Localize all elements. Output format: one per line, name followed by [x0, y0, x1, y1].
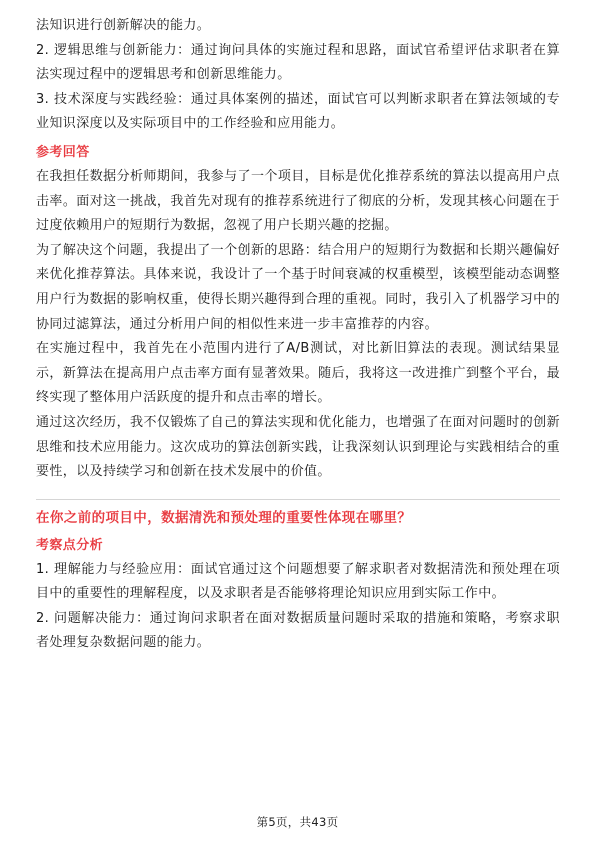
continued-text: 法知识进行创新解决的能力。 — [36, 18, 211, 33]
page-content — [36, 14, 560, 656]
reference-answer-heading: 参考回答 — [36, 144, 90, 160]
question-title: 在你之前的项目中，数据清洗和预处理的重要性体现在哪里？ — [36, 509, 412, 526]
answer-paragraph-3: 在实施过程中，我首先在小范围内进行了A/B测试，对比新旧算法的表现。测试结果显示，新算法在提高用户点击率方面有显著效果。随后，我将这一改进推广到整个平台，最终实现了整体用户活跃度的提升和点击率的增长。 — [36, 341, 560, 406]
analysis-heading: 考察点分析 — [36, 537, 104, 553]
page-number: 第5页，共43页 — [256, 815, 339, 829]
analysis-point-1: 1. 理解能力与经验应用：面试官通过这个问题想要了解求职者对数据清洗和预处理在项目中的重要性的理解程度，以及求职者是否能够将理论知识应用到实际工作中。 — [36, 561, 560, 602]
section-divider — [36, 499, 560, 500]
answer-paragraph-1: 在我担任数据分析师期间，我参与了一个项目，目标是优化推荐系统的算法以提高用户点击率。面对这一挑战，我首先对现有的推荐系统进行了彻底的分析，发现其核心问题在于过度依赖用户的短期行为数据，忽视了用户长期兴趣的挖掘。 — [36, 168, 560, 234]
analysis-point-2: 2. 问题解决能力：通过询问求职者在面对数据质量问题时采取的措施和策略，考察求职者处理复杂数据问题的能力。 — [36, 610, 560, 651]
evaluation-point-3: 3. 技术深度与实践经验：通过具体案例的描述，面试官可以判断求职者在算法领域的专业知识深度以及实际项目中的工作经验和应用能力。 — [36, 91, 560, 132]
answer-paragraph-2: 为了解决这个问题，我提出了一个创新的思路：结合用户的短期行为数据和长期兴趣偏好来优化推荐算法。具体来说，我设计了一个基于时间衰减的权重模型，该模型能动态调整用户行为数据的影响权重，使得长期兴趣得到合理的重视。同时，我引入了机器学习中的协同过滤算法，通过分析用户间的相似性来进一步丰富推荐的内容。 — [36, 242, 560, 332]
answer-paragraph-4: 通过这次经历，我不仅锻炼了自己的算法实现和优化能力，也增强了在面对问题时的创新思维和技术应用能力。这次成功的算法创新实践，让我深刻认识到理论与实践相结合的重要性，以及持续学习和创新在技术发展中的价值。 — [36, 414, 560, 480]
evaluation-point-2: 2. 逻辑思维与创新能力：通过询问具体的实施过程和思路，面试官希望评估求职者在算法实现过程中的逻辑思考和创新思维能力。 — [36, 42, 560, 83]
